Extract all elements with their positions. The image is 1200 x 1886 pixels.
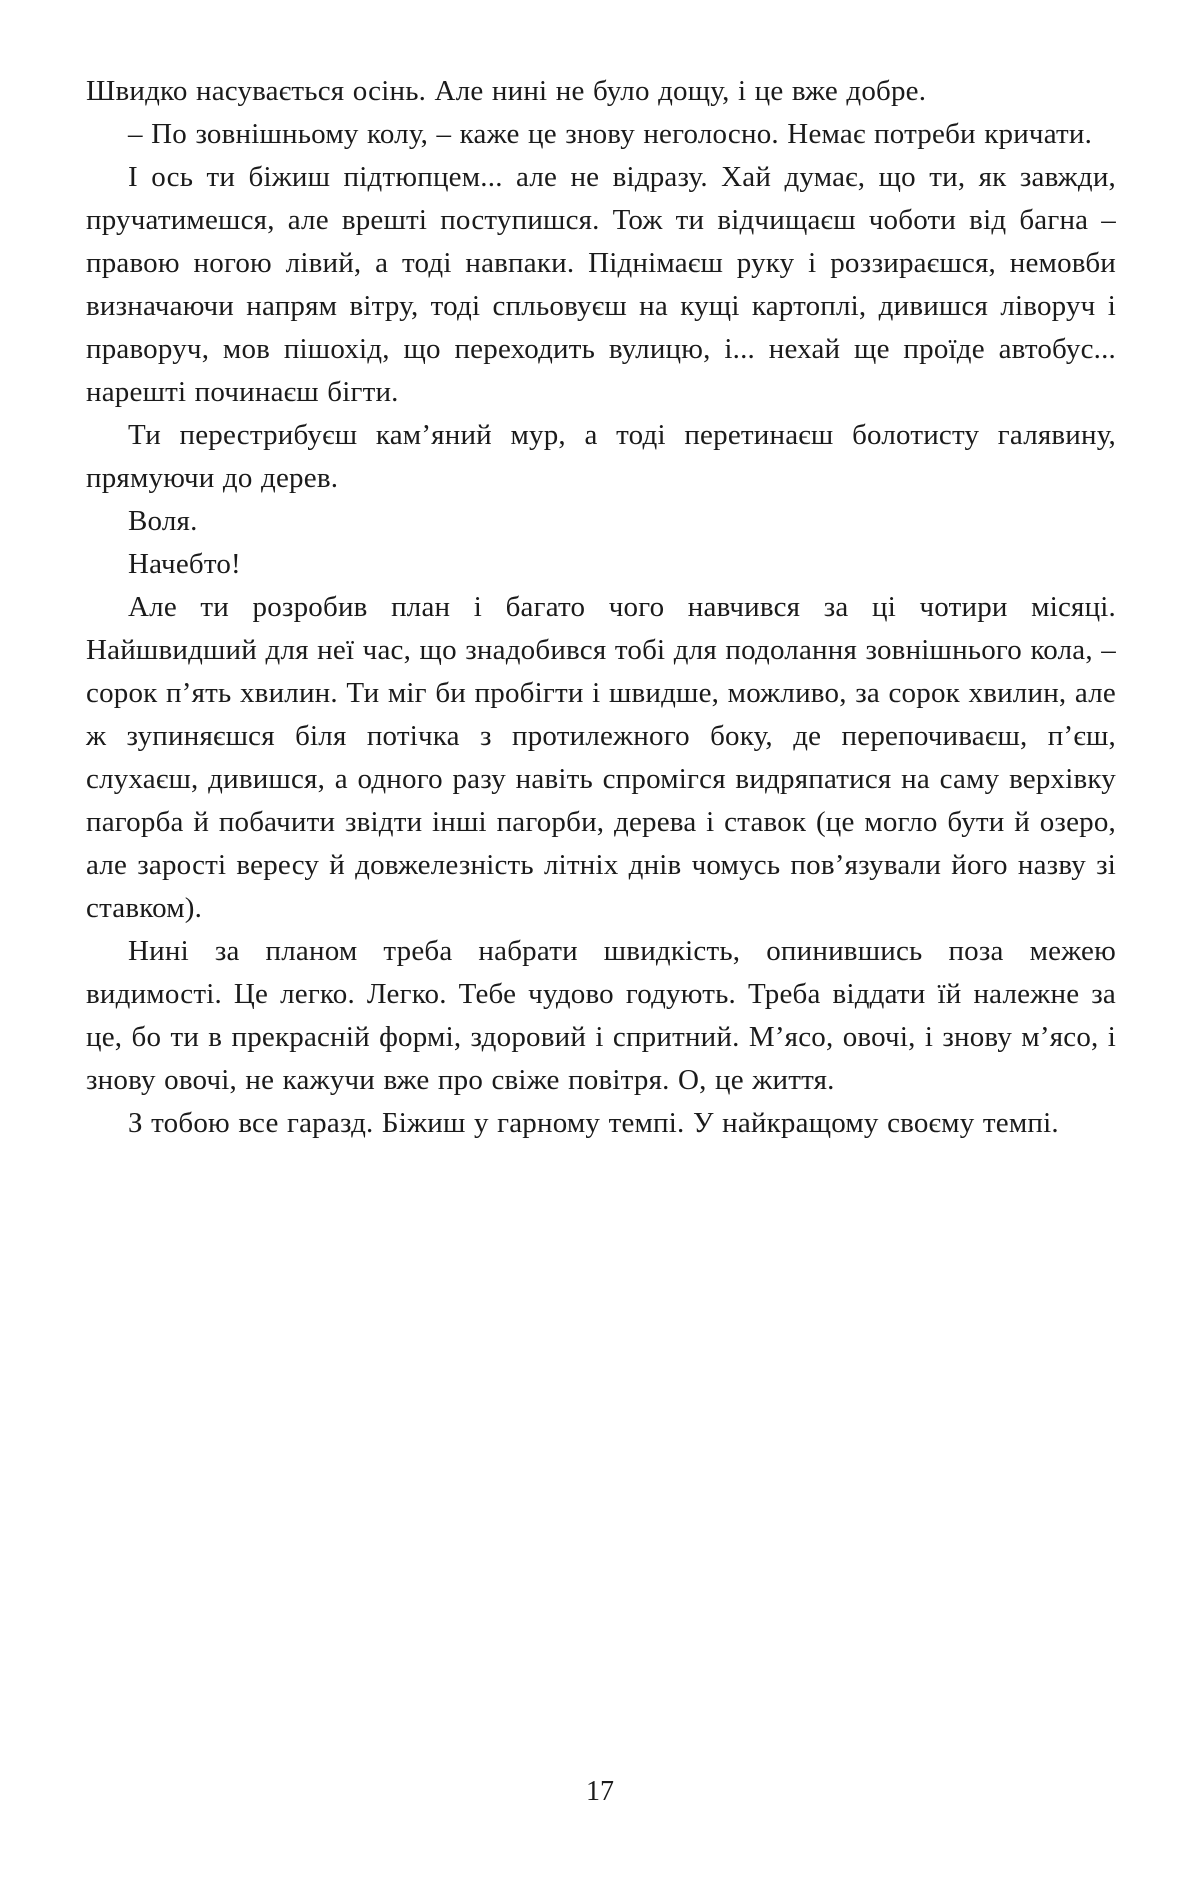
paragraph: Начебто! [128,548,241,580]
paragraph: І ось ти біжиш підтюпцем... але не відразу. Хай думає, що ти, як завжди, пручатимешся, але врешті поступишся. Тож ти відчищаєш чоботи від багна – правою ногою лівий, а тоді навпаки. Піднімаєш руку і роззираєшся, немовби визначаючи напрям вітру, тоді спльовуєш на кущі картоплі, дивишся ліворуч і праворуч, мов пішохід, що переходить вулицю, і... нехай ще проїде автобус... нарешті починаєш бігти. [86,161,1116,408]
paragraph: Ти перестрибуєш кам’яний мур, а тоді перетинаєш болотисту галявину, прямуючи до дерев. [86,419,1116,494]
paragraph: З тобою все гаразд. Біжиш у гарному темпі. У найкращому своєму темпі. [128,1107,1059,1139]
paragraph: Але ти розробив план і багато чого навчився за ці чотири місяці. Найшвидший для неї час, що знадобився тобі для подолання зовнішнього кола, – сорок п’ять хвилин. Ти міг би пробігти і швидше, можливо, за сорок хвилин, але ж зупиняєшся біля потічка з протилежного боку, де перепочиваєш, п’єш, слухаєш, дивишся, а одного разу навіть спромігся видряпатися на саму верхівку пагорба й побачити звідти інші пагорби, дерева і ставок (це могло бути й озеро, але зарості вересу й довжелезність літніх днів чомусь пов’язували його назву зі ставком). [86,591,1116,924]
paragraph: Нині за планом треба набрати швидкість, опинившись поза межею видимості. Це легко. Легко. Тебе чудово годують. Треба віддати їй належне за це, бо ти в прекрасній формі, здоровий і спритний. М’ясо, овочі, і знову м’ясо, і знову овочі, не кажучи вже про свіже повітря. О, це життя. [86,935,1116,1096]
paragraph: Воля. [128,505,198,537]
page-number: 17 [586,1776,614,1807]
paragraph: Швидко насувається осінь. Але нині не було дощу, і це вже добре. [86,75,927,107]
page-text [86,70,1116,1145]
paragraph: – По зовнішньому колу, – каже це знову неголосно. Немає потреби кричати. [128,118,1093,150]
